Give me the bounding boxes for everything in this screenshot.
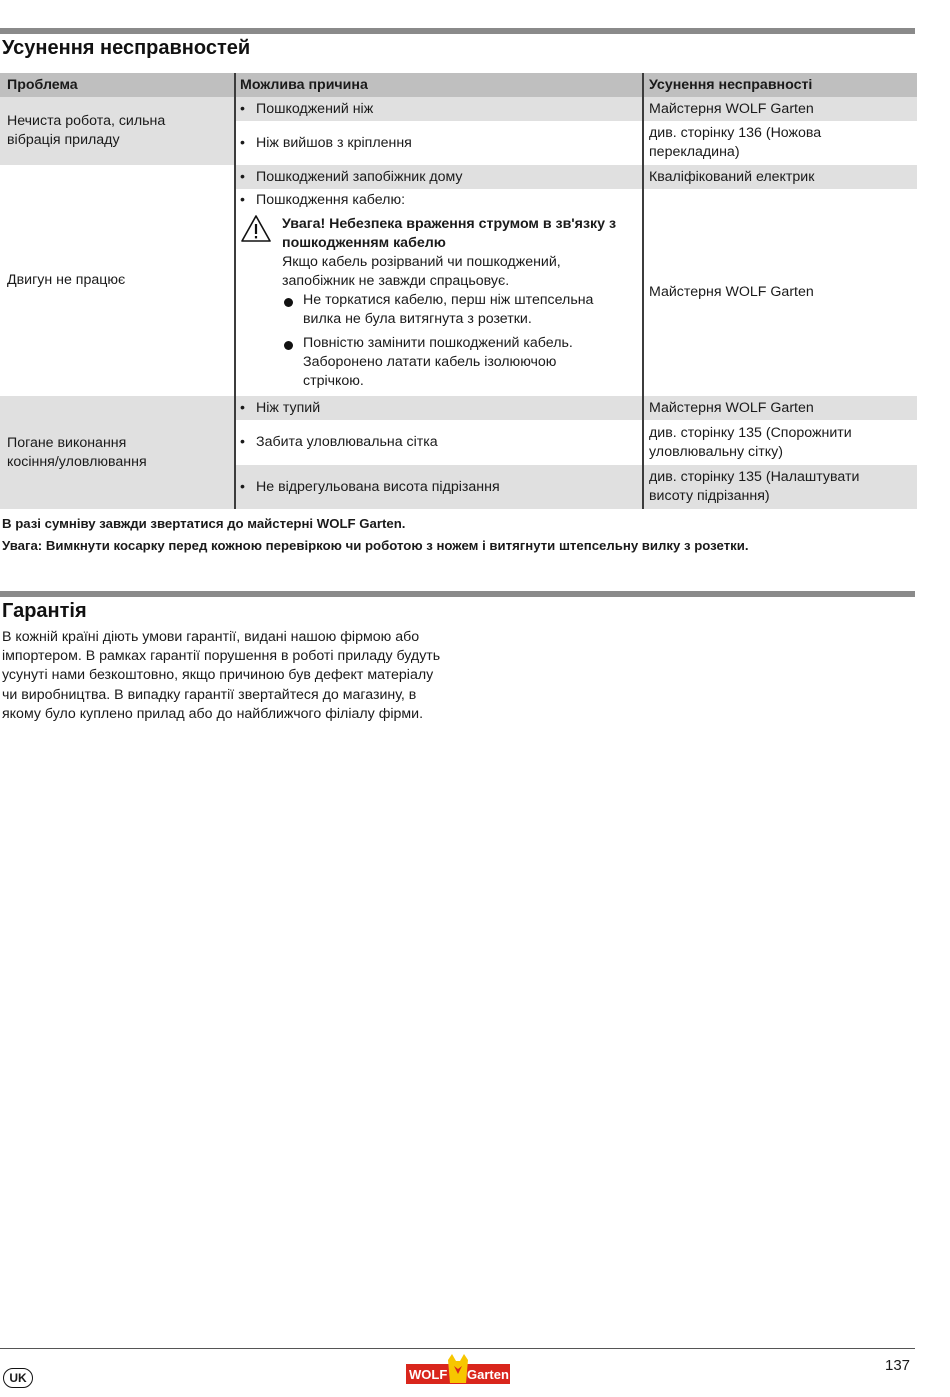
cause-row-2 [235, 121, 643, 165]
note-1: В разі сумніву завжди звертатися до майстерні WOLF Garten. [2, 516, 406, 531]
cause-row-6 [235, 420, 643, 465]
bullet: • [240, 434, 245, 450]
cause-row-5 [235, 396, 643, 420]
bullet: • [240, 478, 245, 495]
bullet-dot-icon [284, 298, 293, 307]
cause-row-1 [235, 97, 643, 121]
cause-row-4 [235, 189, 643, 396]
logo-garten-text: Garten [467, 1367, 509, 1382]
note-2: Увага: Вимкнути косарку перед кожною перевіркою чи роботою з ножем і витягнути штепсельну вилку з розетки. [2, 538, 749, 553]
cause-text: Пошкоджений запобіжник дому [256, 168, 463, 185]
column-divider [234, 73, 236, 509]
problem-3: Погане виконання косіння/уловлювання [0, 396, 235, 509]
troubleshooting-table [0, 73, 917, 509]
bullet: • [240, 168, 245, 185]
remedy-row-7: див. сторінку 135 (Налаштувати висоту підрізання) [643, 465, 917, 509]
header-remedy: Усунення несправності [643, 73, 917, 97]
page-number: 137 [885, 1357, 911, 1374]
remedy-row-5: Майстерня WOLF Garten [643, 396, 917, 420]
cause-text: Забита уловлювальна сітка [256, 434, 438, 450]
logo-wolf-text: WOLF [409, 1367, 448, 1382]
header-cause: Можлива причина [235, 73, 643, 97]
cause-text: Не відрегульована висота підрізання [256, 478, 500, 495]
remedy-row-1: Майстерня WOLF Garten [643, 97, 917, 121]
remedy-row-6: див. сторінку 135 (Спорожнити уловлювальну сітку) [649, 424, 852, 460]
warning-title: Увага! Небезпека враження струмом в зв'язку з пошкодженням кабелю [282, 216, 616, 251]
footer-rule [0, 1348, 915, 1349]
language-badge: UK [3, 1368, 33, 1388]
remedy-row-2: див. сторінку 136 (Ножова перекладина) [649, 125, 822, 160]
remedy-row-3: Кваліфікований електрик [643, 165, 917, 189]
cause-text: Пошкоджений ніж [256, 100, 374, 117]
bullet: • [240, 134, 245, 151]
column-divider [642, 73, 644, 509]
problem-1: Нечиста робота, сильна вібрація приладу [0, 97, 235, 165]
cause-text: Пошкодження кабелю: [256, 192, 406, 208]
bullet: • [240, 399, 245, 416]
problem-2: Двигун не працює [7, 272, 126, 288]
cause-row-7 [235, 465, 643, 509]
header-problem: Проблема [0, 73, 235, 97]
remedy-row-4: Майстерня WOLF Garten [649, 284, 814, 300]
cause-text: Ніж вийшов з кріплення [256, 134, 412, 151]
section-rule [0, 591, 915, 597]
wolf-garten-logo [406, 1352, 510, 1385]
warning-item-2: Повністю замінити пошкоджений кабель. Заборонено латати кабель ізолюючою стрічкою. [303, 335, 573, 389]
top-rule [0, 28, 915, 34]
warning-triangle-icon [240, 214, 272, 243]
warranty-title: Гарантія [2, 600, 87, 622]
bullet: • [240, 192, 245, 208]
bullet: • [240, 100, 245, 117]
warranty-text: В кожній країні діють умови гарантії, видані нашою фірмою або імпортером. В рамках гарантії порушення в роботі приладу будуть усунуті нами безкоштовно, якщо причиною був дефект матеріалу чи виробництва. В випадку гарантії звертайтеся до магазину, в якому було куплено прилад або до найближчого філіалу фірми. [2, 629, 441, 722]
cause-row-3 [235, 165, 643, 189]
troubleshooting-title: Усунення несправностей [2, 37, 251, 59]
warning-item-1: Не торкатися кабелю, перш ніж штепсельна вилка не була витягнута з розетки. [303, 292, 594, 327]
cause-text: Ніж тупий [256, 399, 321, 416]
bullet-dot-icon [284, 341, 293, 350]
warning-text: Якщо кабель розірваний чи пошкоджений, запобіжник не завжди спрацьовує. [282, 254, 561, 289]
